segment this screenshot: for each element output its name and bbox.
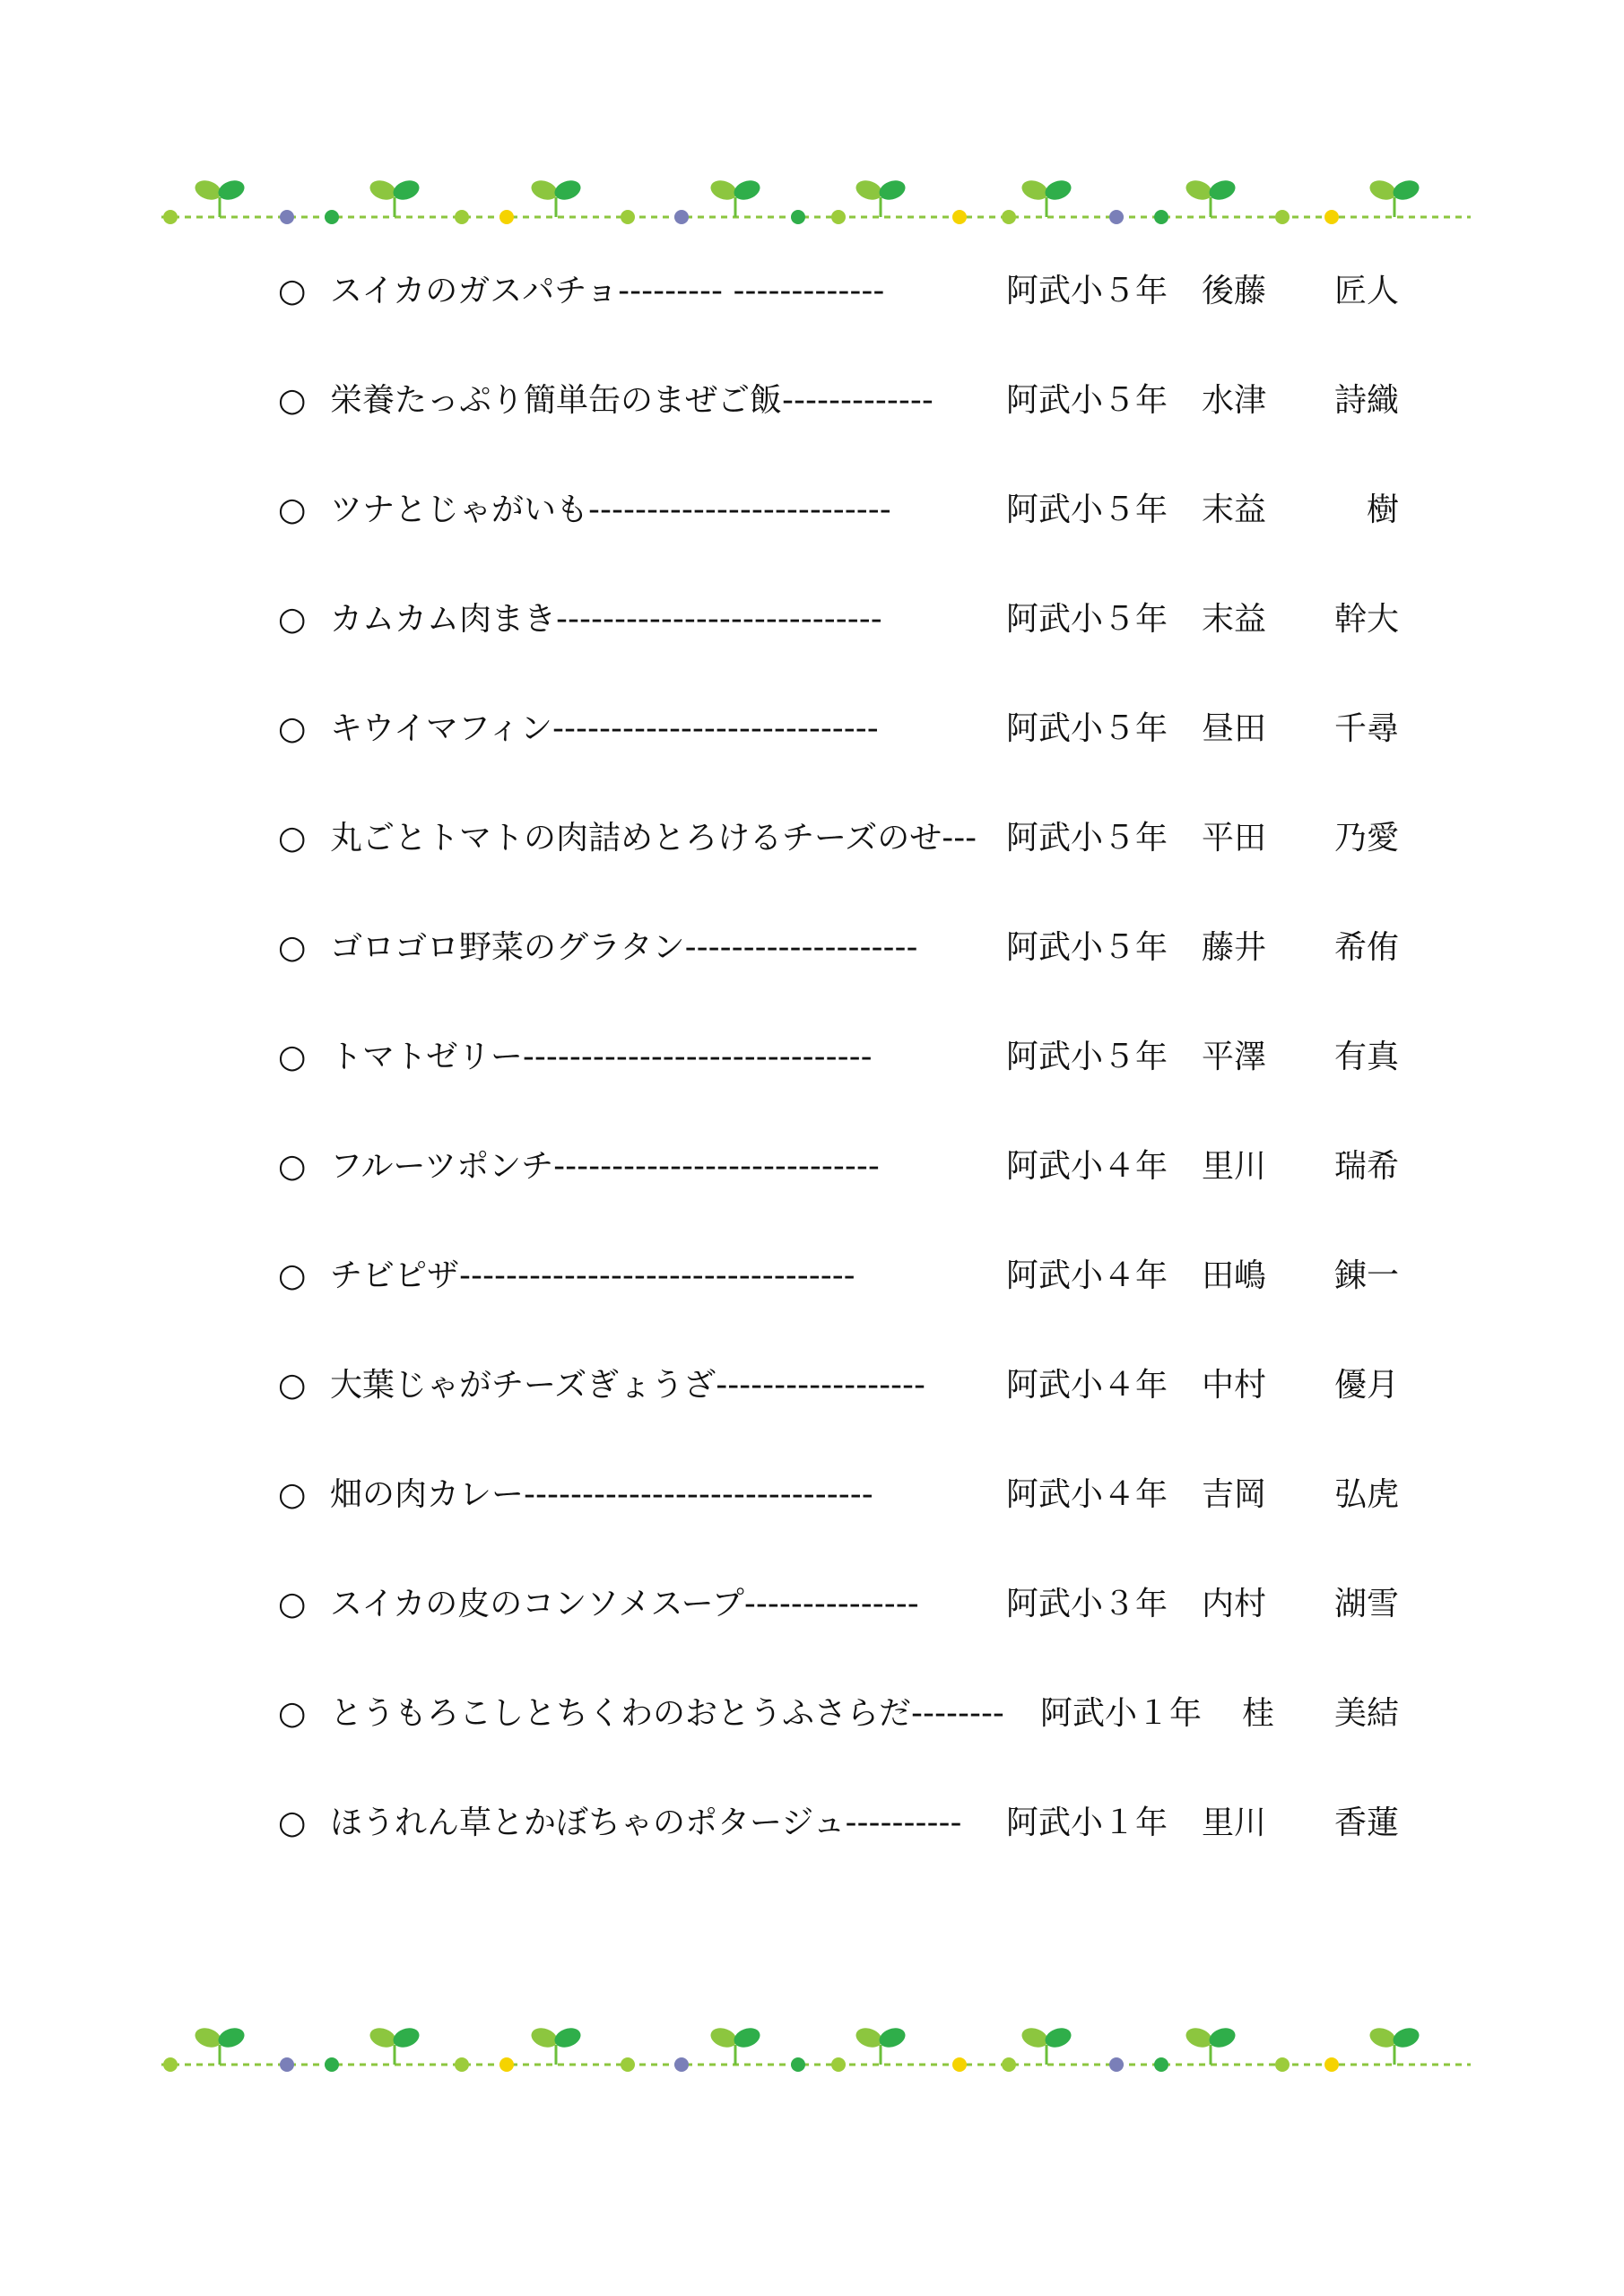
sprout-icon (192, 2024, 247, 2065)
dot-icon (280, 2057, 294, 2072)
recipe-entry (278, 483, 1399, 537)
dot-icon (1154, 2057, 1168, 2072)
recipe-title: スイカのガスパチョ--------- ------------- (330, 273, 885, 309)
circle-bullet-icon: ○ (278, 491, 307, 528)
sprout-icon (528, 2024, 583, 2065)
dot-icon (325, 2057, 339, 2072)
dot-icon (1275, 210, 1290, 224)
sprout-icon (1019, 177, 1073, 217)
student-given-name: 錬一 (1333, 1257, 1399, 1294)
student-surname: 水津 (1202, 382, 1267, 419)
dot-icon (831, 210, 846, 224)
dot-icon (1324, 210, 1339, 224)
dot-icon (455, 2057, 469, 2072)
sprout-icon (1183, 177, 1238, 217)
school-grade: 阿武小５年 (1006, 491, 1168, 528)
circle-bullet-icon: ○ (278, 1039, 307, 1075)
recipe-title: とうもろこしとちくわのおとうふさらだ-------- (330, 1695, 1004, 1732)
recipe-title: ツナとじゃがいも-------------------------- (330, 491, 891, 528)
circle-bullet-icon: ○ (278, 710, 307, 747)
school-grade: 阿武小５年 (1006, 1039, 1168, 1075)
student-surname: 末益 (1202, 491, 1267, 528)
school-grade: 阿武小１年 (1006, 1805, 1168, 1841)
school-grade: 阿武小４年 (1006, 1257, 1168, 1294)
recipe-entry (278, 593, 1399, 647)
school-grade: 阿武小５年 (1006, 710, 1168, 747)
circle-bullet-icon: ○ (278, 382, 307, 419)
recipe-entry (278, 1249, 1399, 1303)
dot-icon (455, 210, 469, 224)
recipe-title: 丸ごとトマトの肉詰めとろけるチーズのせ--- (330, 820, 977, 857)
student-surname: 田嶋 (1202, 1257, 1267, 1294)
sprout-border-graphic (152, 2018, 1480, 2090)
student-surname: 中村 (1202, 1367, 1267, 1404)
dot-icon (674, 2057, 689, 2072)
recipe-entry (278, 812, 1399, 865)
circle-bullet-icon: ○ (278, 1476, 307, 1513)
recipe-title: トマトゼリー------------------------------ (330, 1039, 873, 1075)
dot-icon (325, 210, 339, 224)
circle-bullet-icon: ○ (278, 1805, 307, 1841)
student-surname: 里川 (1202, 1148, 1267, 1185)
recipe-entry (278, 1031, 1399, 1084)
student-surname: 吉岡 (1202, 1476, 1267, 1513)
school-grade: 阿武小５年 (1006, 382, 1168, 419)
student-given-name: 幹大 (1333, 601, 1399, 638)
dot-icon (791, 210, 805, 224)
student-given-name: 優月 (1333, 1367, 1399, 1404)
dot-icon (952, 210, 967, 224)
circle-bullet-icon: ○ (278, 929, 307, 966)
student-given-name: 乃愛 (1333, 820, 1399, 857)
recipe-title: ゴロゴロ野菜のグラタン-------------------- (330, 929, 918, 966)
school-grade: 阿武小４年 (1006, 1148, 1168, 1185)
student-surname: 後藤 (1202, 273, 1267, 309)
sprout-icon (708, 177, 762, 217)
dot-icon (621, 210, 635, 224)
sprout-icon (367, 177, 421, 217)
dot-icon (163, 2057, 178, 2072)
circle-bullet-icon: ○ (278, 1367, 307, 1404)
dot-icon (1002, 210, 1016, 224)
sprout-icon (528, 177, 583, 217)
recipe-entry (278, 702, 1399, 756)
recipe-entry (278, 1359, 1399, 1413)
dot-icon (952, 2057, 967, 2072)
circle-bullet-icon: ○ (278, 1257, 307, 1294)
recipe-title: チビピザ---------------------------------- (330, 1257, 855, 1294)
student-given-name: 匠人 (1333, 273, 1399, 309)
student-given-name: 瑞希 (1333, 1148, 1399, 1185)
sprout-icon (853, 177, 908, 217)
school-grade: 阿武小３年 (1006, 1586, 1168, 1622)
student-surname: 内村 (1202, 1586, 1267, 1622)
student-surname: 藤井 (1202, 929, 1267, 966)
recipe-entry (278, 265, 1399, 318)
sprout-icon (1019, 2024, 1073, 2065)
recipe-entry (278, 1578, 1399, 1631)
recipe-title: 畑の肉カレー------------------------------ (330, 1476, 873, 1513)
recipe-entry (278, 1687, 1399, 1741)
dot-icon (1109, 210, 1124, 224)
recipe-title: スイカの皮のコンソメスープ--------------- (330, 1586, 919, 1622)
student-given-name: 弘虎 (1333, 1476, 1399, 1513)
dot-icon (1109, 2057, 1124, 2072)
recipe-title: ほうれん草とかぼちゃのポタージュ---------- (330, 1805, 962, 1841)
student-surname: 平澤 (1202, 1039, 1267, 1075)
student-given-name: 樹 (1366, 491, 1399, 528)
circle-bullet-icon: ○ (278, 1695, 307, 1732)
sprout-border-graphic (152, 170, 1480, 242)
recipe-title: フルーツポンチ---------------------------- (330, 1148, 880, 1185)
sprout-icon (1183, 2024, 1238, 2065)
school-grade: 阿武小５年 (1006, 273, 1168, 309)
dot-icon (280, 210, 294, 224)
bottom-sprout-border (152, 2018, 1480, 2090)
sprout-icon (1367, 177, 1421, 217)
student-given-name: 有真 (1333, 1039, 1399, 1075)
student-given-name: 希侑 (1333, 929, 1399, 966)
school-grade: 阿武小５年 (1006, 929, 1168, 966)
recipe-entry (278, 921, 1399, 975)
dot-icon (1002, 2057, 1016, 2072)
recipe-entry (278, 1796, 1399, 1850)
student-given-name: 湖雪 (1333, 1586, 1399, 1622)
dot-icon (1275, 2057, 1290, 2072)
sprout-icon (1367, 2024, 1421, 2065)
sprout-icon (853, 2024, 908, 2065)
school-grade: 阿武小１年 (1040, 1695, 1203, 1732)
school-grade: 阿武小５年 (1006, 820, 1168, 857)
student-surname: 桂 (1242, 1695, 1275, 1732)
student-surname: 昼田 (1202, 710, 1267, 747)
recipe-title: キウイマフィン---------------------------- (330, 710, 879, 747)
top-sprout-border (152, 170, 1480, 242)
student-surname: 里川 (1202, 1805, 1267, 1841)
circle-bullet-icon: ○ (278, 820, 307, 857)
student-given-name: 詩織 (1333, 382, 1399, 419)
circle-bullet-icon: ○ (278, 1148, 307, 1185)
school-grade: 阿武小５年 (1006, 601, 1168, 638)
student-surname: 平田 (1202, 820, 1267, 857)
dot-icon (1324, 2057, 1339, 2072)
student-surname: 末益 (1202, 601, 1267, 638)
student-given-name: 香蓮 (1333, 1805, 1399, 1841)
dot-icon (1154, 210, 1168, 224)
sprout-icon (367, 2024, 421, 2065)
dot-icon (499, 210, 514, 224)
student-given-name: 千尋 (1333, 710, 1399, 747)
dot-icon (674, 210, 689, 224)
circle-bullet-icon: ○ (278, 1586, 307, 1622)
dot-icon (163, 210, 178, 224)
circle-bullet-icon: ○ (278, 601, 307, 638)
student-given-name: 美結 (1333, 1695, 1399, 1732)
recipe-title: カムカム肉まき---------------------------- (330, 601, 882, 638)
school-grade: 阿武小４年 (1006, 1367, 1168, 1404)
dot-icon (499, 2057, 514, 2072)
sprout-icon (708, 2024, 762, 2065)
recipe-title: 栄養たっぷり簡単缶のまぜご飯------------- (330, 382, 934, 419)
circle-bullet-icon: ○ (278, 273, 307, 309)
recipe-entry (278, 1468, 1399, 1522)
recipe-title: 大葉じゃがチーズぎょうざ------------------ (330, 1367, 926, 1404)
dot-icon (621, 2057, 635, 2072)
dot-icon (831, 2057, 846, 2072)
dot-icon (791, 2057, 805, 2072)
recipe-entry (278, 374, 1399, 428)
school-grade: 阿武小４年 (1006, 1476, 1168, 1513)
recipe-entry (278, 1140, 1399, 1194)
sprout-icon (192, 177, 247, 217)
